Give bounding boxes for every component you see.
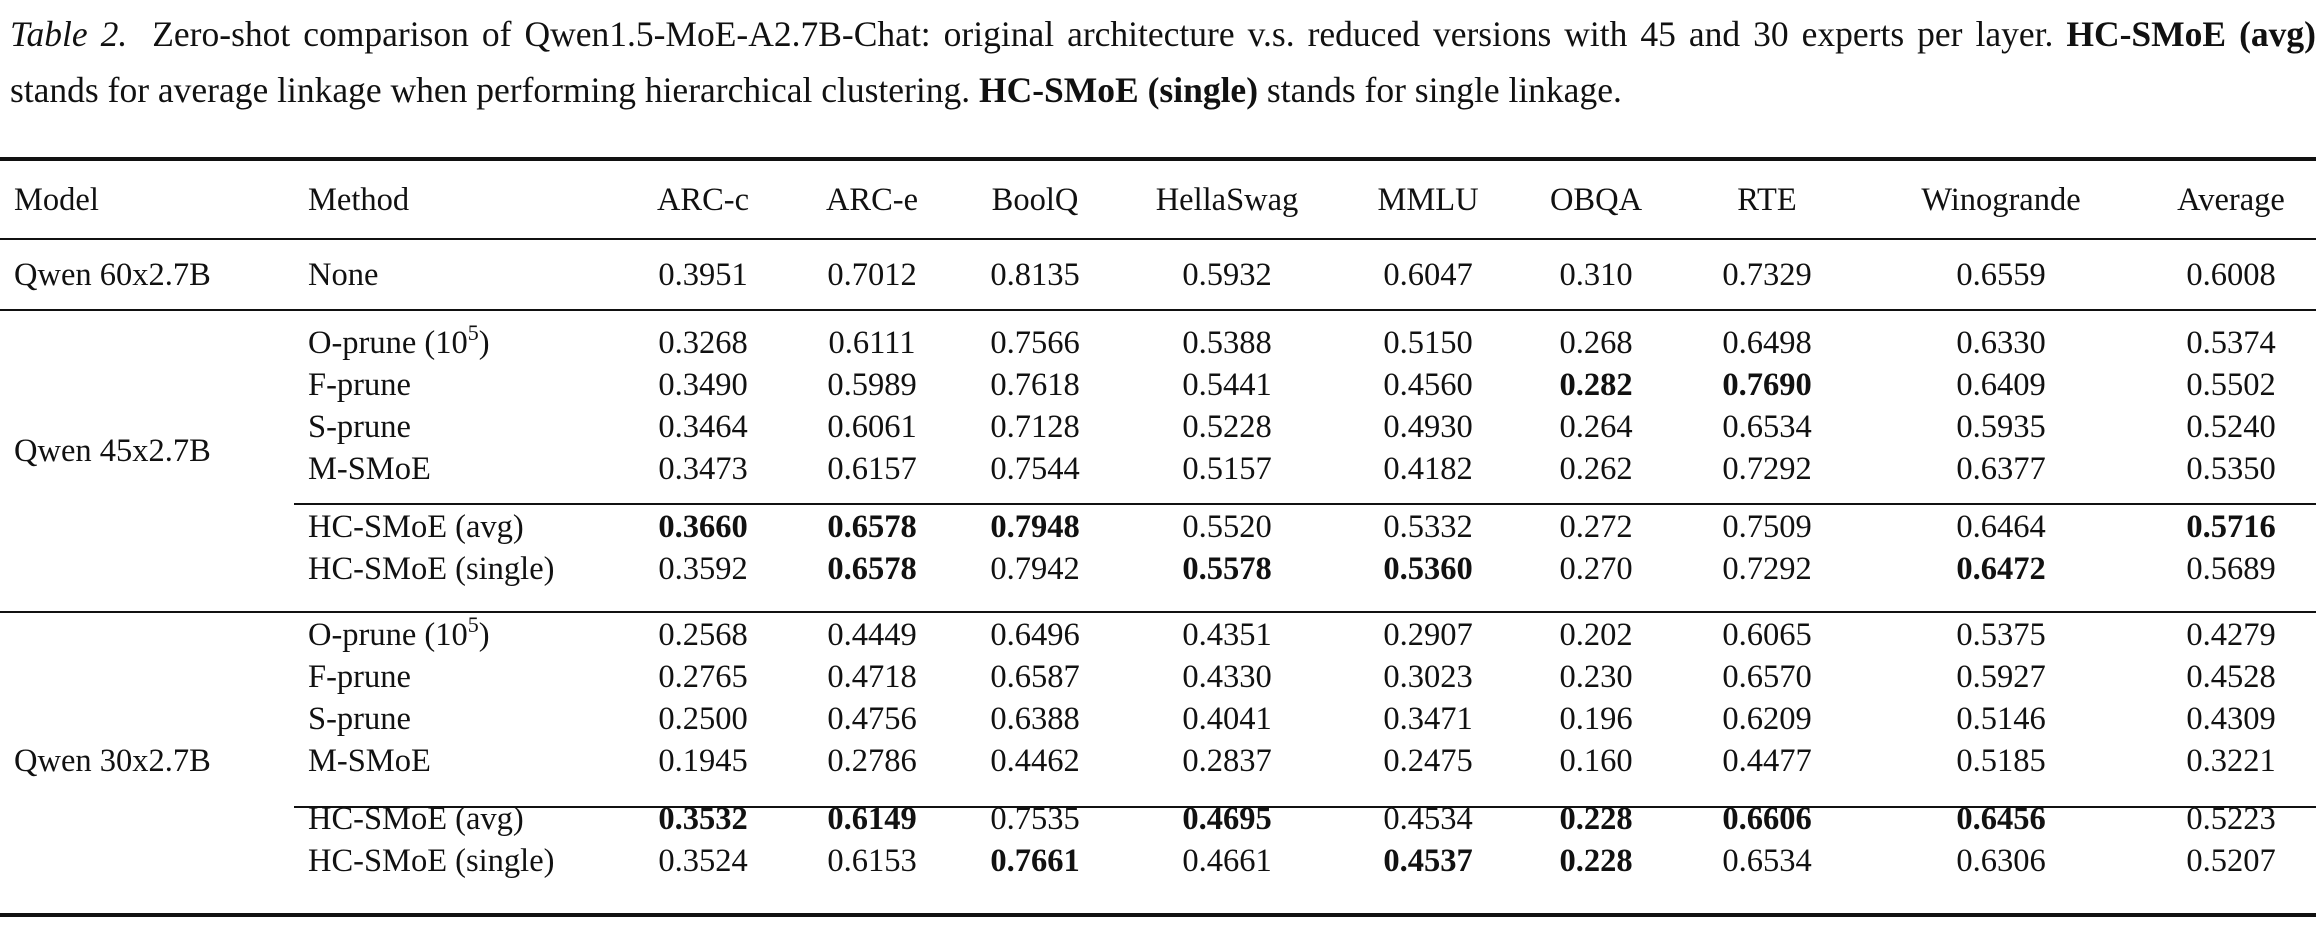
model-label-45: Qwen 45x2.7B	[14, 433, 211, 469]
oprune-close: )	[478, 325, 490, 361]
value-cell: 0.5502	[2186, 367, 2276, 403]
table-row	[0, 740, 2316, 782]
oprune-close: )	[478, 617, 490, 653]
header-arc-c: ARC-c	[656, 182, 750, 218]
value-cell: 0.4462	[990, 743, 1080, 779]
value-cell: 0.7535	[990, 801, 1080, 837]
caption-text-1: Zero-shot comparison of Qwen1.5-MoE-A2.7B-Chat: original architecture v.s. reduced versions with 45 and 30 experts per layer.	[152, 14, 2054, 54]
value-cell: 0.2500	[658, 701, 748, 737]
value-cell: 0.4279	[2186, 617, 2276, 653]
model-cell-spacer	[0, 490, 294, 548]
value-cell: 0.7509	[1722, 509, 1812, 545]
value-cell: 0.4718	[827, 659, 917, 695]
value-cell: 0.6061	[827, 409, 917, 445]
value-cell: 0.4534	[1383, 801, 1473, 837]
table-row	[0, 490, 2316, 548]
value-cell: 0.2765	[658, 659, 748, 695]
value-cell: 0.5223	[2186, 801, 2276, 837]
value-cell: 0.6306	[1956, 843, 2046, 879]
bottom-rule	[0, 913, 2316, 917]
value-cell-best: 0.7690	[1722, 367, 1812, 403]
model-cell-spacer	[0, 548, 294, 590]
table-row	[0, 310, 2316, 364]
table-row	[0, 782, 2316, 840]
value-cell: 0.7942	[990, 551, 1080, 587]
value-cell: 0.6065	[1722, 617, 1812, 653]
header-boolq: BoolQ	[991, 182, 1079, 218]
value-cell: 0.6330	[1956, 325, 2046, 361]
value-cell: 0.4351	[1182, 617, 1272, 653]
value-cell: 0.196	[1559, 701, 1633, 737]
value-cell-best: 0.6578	[827, 509, 917, 545]
table-row	[0, 239, 2316, 310]
value-cell: 0.2837	[1182, 743, 1272, 779]
value-cell: 0.6157	[827, 451, 917, 487]
header-mmlu: MMLU	[1377, 182, 1479, 218]
value-cell: 0.5207	[2186, 843, 2276, 879]
model-label-30: Qwen 30x2.7B	[14, 743, 211, 779]
method-cell: M-SMoE	[308, 451, 431, 487]
value-cell-best: 0.282	[1559, 367, 1633, 403]
table-row	[0, 656, 2316, 698]
value-cell: 0.7329	[1722, 256, 1812, 293]
value-cell: 0.3524	[658, 843, 748, 879]
value-cell: 0.4182	[1383, 451, 1473, 487]
method-cell	[294, 310, 620, 364]
oprune-exponent: 5	[467, 320, 479, 345]
value-cell: 0.272	[1559, 509, 1633, 545]
value-cell: 0.4756	[827, 701, 917, 737]
value-cell: 0.5989	[827, 367, 917, 403]
method-cell: S-prune	[308, 409, 411, 445]
value-cell: 0.5228	[1182, 409, 1272, 445]
value-cell: 0.6534	[1722, 843, 1812, 879]
header-model: Model	[14, 182, 99, 218]
value-cell: 0.4309	[2186, 701, 2276, 737]
value-cell: 0.3471	[1383, 701, 1473, 737]
value-cell: 0.5146	[1956, 701, 2046, 737]
value-cell: 0.4041	[1182, 701, 1272, 737]
value-cell: 0.2907	[1383, 617, 1473, 653]
header-winogrande: Winogrande	[1921, 182, 2081, 218]
value-cell: 0.310	[1559, 256, 1633, 293]
value-cell: 0.1945	[658, 743, 748, 779]
value-cell: 0.4330	[1182, 659, 1272, 695]
table-row	[0, 364, 2316, 406]
value-cell: 0.6464	[1956, 509, 2046, 545]
value-cell-best: 0.228	[1559, 843, 1633, 879]
results-table	[0, 161, 2316, 882]
value-cell: 0.6047	[1383, 256, 1473, 293]
value-cell-best: 0.3660	[658, 509, 748, 545]
value-cell: 0.8135	[990, 256, 1080, 293]
value-cell: 0.6496	[990, 617, 1080, 653]
value-cell: 0.5520	[1182, 509, 1272, 545]
value-cell: 0.7544	[990, 451, 1080, 487]
value-cell: 0.6570	[1722, 659, 1812, 695]
value-cell: 0.6388	[990, 701, 1080, 737]
value-cell: 0.3023	[1383, 659, 1473, 695]
value-cell-best: 0.6578	[827, 551, 917, 587]
header-row	[0, 161, 2316, 239]
value-cell-best: 0.5716	[2186, 509, 2276, 545]
method-cell: HC-SMoE (single)	[308, 843, 555, 879]
value-cell: 0.3268	[658, 325, 748, 361]
value-cell: 0.5935	[1956, 409, 2046, 445]
value-cell: 0.6498	[1722, 325, 1812, 361]
header-method: Method	[308, 182, 410, 218]
value-cell: 0.7292	[1722, 451, 1812, 487]
model-cell-spacer	[0, 782, 294, 840]
table-caption	[10, 6, 2316, 118]
header-average: Average	[2177, 182, 2285, 218]
value-cell: 0.6008	[2186, 256, 2276, 293]
value-cell: 0.5927	[1956, 659, 2046, 695]
value-cell: 0.230	[1559, 659, 1633, 695]
method-cell: HC-SMoE (avg)	[308, 509, 524, 545]
caption-bold-avg: HC-SMoE (avg)	[2066, 14, 2316, 54]
value-cell: 0.3464	[658, 409, 748, 445]
value-cell: 0.5932	[1182, 256, 1272, 293]
value-cell-best: 0.6606	[1722, 801, 1812, 837]
model-cell: Qwen 60x2.7B	[14, 256, 211, 293]
value-cell: 0.4560	[1383, 367, 1473, 403]
value-cell: 0.6111	[828, 325, 916, 361]
value-cell: 0.5157	[1182, 451, 1272, 487]
table-row	[0, 590, 2316, 656]
oprune-label: O-prune (10	[308, 617, 468, 653]
value-cell: 0.5441	[1182, 367, 1272, 403]
header-obqa: OBQA	[1549, 182, 1643, 218]
value-cell: 0.6377	[1956, 451, 2046, 487]
value-cell: 0.262	[1559, 451, 1633, 487]
method-cell: F-prune	[308, 367, 411, 403]
value-cell-best: 0.6149	[827, 801, 917, 837]
value-cell: 0.5350	[2186, 451, 2276, 487]
value-cell: 0.7566	[990, 325, 1080, 361]
value-cell-best: 0.7661	[990, 843, 1080, 879]
table-row	[0, 698, 2316, 740]
value-cell: 0.7128	[990, 409, 1080, 445]
value-cell-best: 0.4695	[1182, 801, 1272, 837]
value-cell: 0.3592	[658, 551, 748, 587]
value-cell: 0.7292	[1722, 551, 1812, 587]
method-cell	[294, 590, 620, 656]
value-cell: 0.5150	[1383, 325, 1473, 361]
value-cell: 0.6534	[1722, 409, 1812, 445]
model-cell-spacer	[0, 840, 294, 882]
method-cell: M-SMoE	[308, 743, 431, 779]
value-cell: 0.5185	[1956, 743, 2046, 779]
value-cell-best: 0.3532	[658, 801, 748, 837]
header-rte: RTE	[1737, 182, 1797, 218]
header-arc-e: ARC-e	[825, 182, 919, 218]
value-cell: 0.4930	[1383, 409, 1473, 445]
caption-label: Table 2.	[10, 14, 128, 54]
header-hellaswag: HellaSwag	[1155, 182, 1299, 218]
value-cell: 0.6587	[990, 659, 1080, 695]
value-cell: 0.4449	[827, 617, 917, 653]
value-cell: 0.6153	[827, 843, 917, 879]
method-cell: None	[308, 256, 379, 293]
value-cell: 0.268	[1559, 325, 1633, 361]
caption-bold-single: HC-SMoE (single)	[978, 70, 1259, 110]
table-row	[0, 406, 2316, 448]
value-cell: 0.3951	[658, 256, 748, 293]
value-cell: 0.6559	[1956, 256, 2046, 293]
value-cell: 0.4528	[2186, 659, 2276, 695]
method-cell: F-prune	[308, 659, 411, 695]
value-cell-best: 0.6456	[1956, 801, 2046, 837]
value-cell: 0.5375	[1956, 617, 2046, 653]
method-cell: HC-SMoE (single)	[308, 551, 555, 587]
value-cell: 0.6409	[1956, 367, 2046, 403]
caption-text-3: stands for single linkage.	[1266, 70, 1622, 110]
table-row	[0, 548, 2316, 590]
value-cell: 0.4477	[1722, 743, 1812, 779]
value-cell-best: 0.6472	[1956, 551, 2046, 587]
value-cell: 0.5374	[2186, 325, 2276, 361]
value-cell: 0.3473	[658, 451, 748, 487]
value-cell: 0.5388	[1182, 325, 1272, 361]
value-cell: 0.2786	[827, 743, 917, 779]
value-cell: 0.3221	[2186, 743, 2276, 779]
table-row	[0, 448, 2316, 490]
value-cell: 0.202	[1559, 617, 1633, 653]
value-cell-best: 0.4537	[1383, 843, 1473, 879]
value-cell-best: 0.5360	[1383, 551, 1473, 587]
value-cell: 0.2475	[1383, 743, 1473, 779]
value-cell: 0.264	[1559, 409, 1633, 445]
value-cell: 0.6209	[1722, 701, 1812, 737]
method-cell: HC-SMoE (avg)	[308, 801, 524, 837]
value-cell: 0.3490	[658, 367, 748, 403]
value-cell: 0.7012	[827, 256, 917, 293]
oprune-label: O-prune (10	[308, 325, 468, 361]
value-cell-best: 0.5578	[1182, 551, 1272, 587]
value-cell-best: 0.228	[1559, 801, 1633, 837]
value-cell: 0.4661	[1182, 843, 1272, 879]
oprune-exponent: 5	[467, 612, 479, 637]
value-cell: 0.7618	[990, 367, 1080, 403]
value-cell: 0.5689	[2186, 551, 2276, 587]
value-cell: 0.160	[1559, 743, 1633, 779]
value-cell: 0.2568	[658, 617, 748, 653]
value-cell: 0.5332	[1383, 509, 1473, 545]
table-row	[0, 840, 2316, 882]
method-cell: S-prune	[308, 701, 411, 737]
caption-text-2: stands for average linkage when performing hierarchical clustering.	[10, 70, 971, 110]
value-cell-best: 0.7948	[990, 509, 1080, 545]
value-cell: 0.5240	[2186, 409, 2276, 445]
value-cell: 0.270	[1559, 551, 1633, 587]
